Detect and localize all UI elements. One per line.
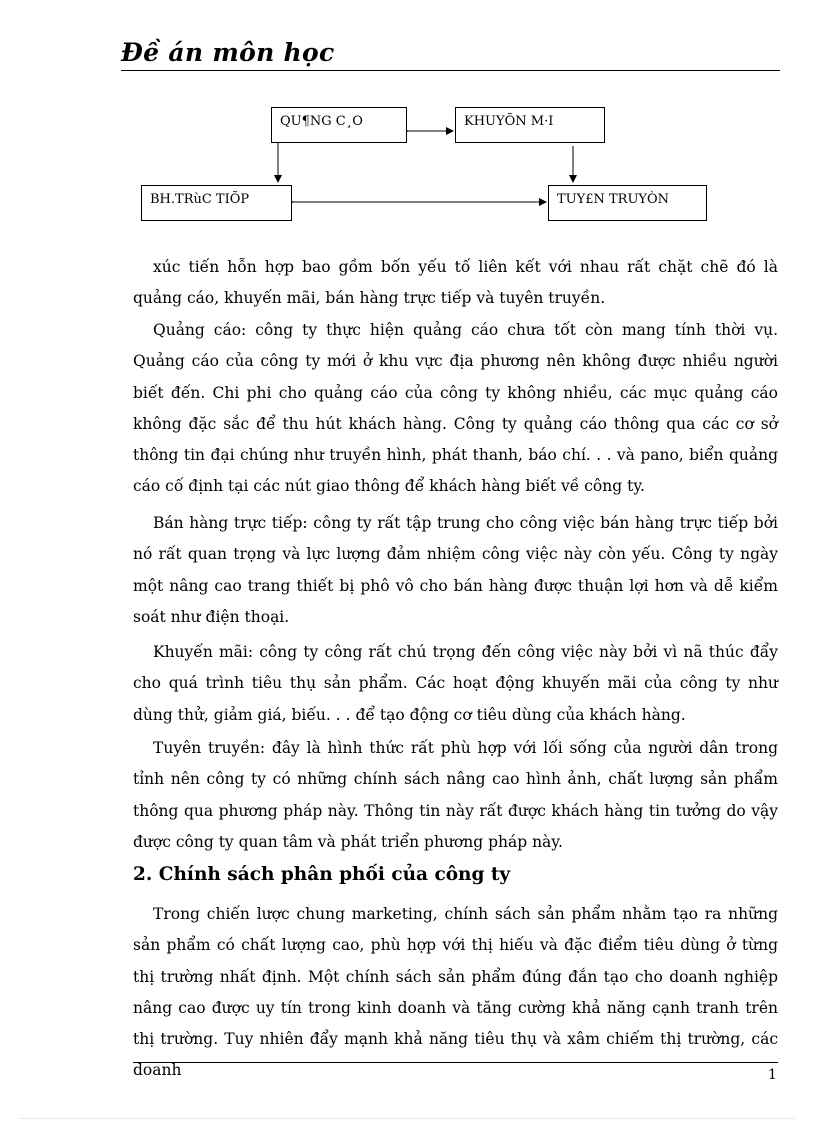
paragraph-promotion-mix: xúc tiến hỗn hợp bao gồm bốn yếu tố liên kết với nhau rất chặt chẽ đó là quảng cáo, khuyến mãi, bán hàng trực tiếp và tuyên truyền. bbox=[133, 258, 778, 308]
diagram-box-advertising: QU¶NG C¸O bbox=[271, 107, 407, 143]
section-heading-distribution-policy: 2. Chính sách phân phối của công ty bbox=[133, 864, 511, 885]
page-number: 1 bbox=[768, 1067, 777, 1083]
paragraph-product-policy: Trong chiến lược chung marketing, chính sách sản phẩm nhằm tạo ra những sản phẩm có chất lượng cao, phù hợp với thị hiếu và đặc điểm tiêu dùng ở từng thị trường nhất định. Một chính sách sản phẩm đúng đắn tạo cho doanh nghiệp nâng cao được uy tín trong kinh doanh và tăng cường khả năng cạnh tranh trên thị trường. Tuy nhiên đẩy mạnh khả năng tiêu thụ và xâm chiếm thị trường, các doanh bbox=[133, 905, 778, 1080]
diagram-box-promotion: KHUYÕN M·I bbox=[455, 107, 605, 143]
paragraph-direct-sales: Bán hàng trực tiếp: công ty rất tập trung cho công việc bán hàng trực tiếp bởi nó rất quan trọng và lực lượng đảm nhiệm công việc này còn yếu. Công ty ngày một nâng cao trang thiết bị phô vô cho bán hàng được thuận lợi hơn và dễ kiểm soát như điện thoại. bbox=[133, 514, 778, 626]
paragraph-propaganda: Tuyên truyền: đây là hình thức rất phù hợp với lối sống của người dân trong tỉnh nên công ty có những chính sách nâng cao hình ảnh, chất lượng sản phẩm thông qua phương pháp này. Thông tin này rất được khách hàng tin tưởng do vậy được công ty quan tâm và phát triển phương pháp này. bbox=[133, 739, 778, 851]
footer-divider bbox=[133, 1062, 778, 1063]
page-edge bbox=[20, 1118, 796, 1119]
diagram-box-direct-sales: BH.TRùC TIÕP bbox=[141, 185, 292, 221]
document-header-title: Đề án môn học bbox=[121, 38, 335, 67]
paragraph-advertising: Quảng cáo: công ty thực hiện quảng cáo chưa tốt còn mang tính thời vụ. Quảng cáo của công ty mới ở khu vực địa phương nên không được nhiều người biết đến. Chi phi cho quảng cáo của công ty không nhiều, các mục quảng cáo không đặc sắc để thu hút khách hàng. Công ty quảng cáo thông qua các cơ sở thông tin đại chúng như truyền hình, phát thanh, báo chí. . . và pano, biển quảng cáo cố định tại các nút giao thông để khách hàng biết về công ty. bbox=[133, 321, 778, 496]
diagram-box-propaganda: TUY£N TRUYÒN bbox=[548, 185, 707, 221]
paragraph-promotion: Khuyến mãi: công ty công rất chú trọng đến công việc này bởi vì nã thúc đẩy cho quá trình tiêu thụ sản phẩm. Các hoạt động khuyến mãi của công ty như dùng thử, giảm giá, biếu. . . để tạo động cơ tiêu dùng của khách hàng. bbox=[133, 643, 778, 724]
